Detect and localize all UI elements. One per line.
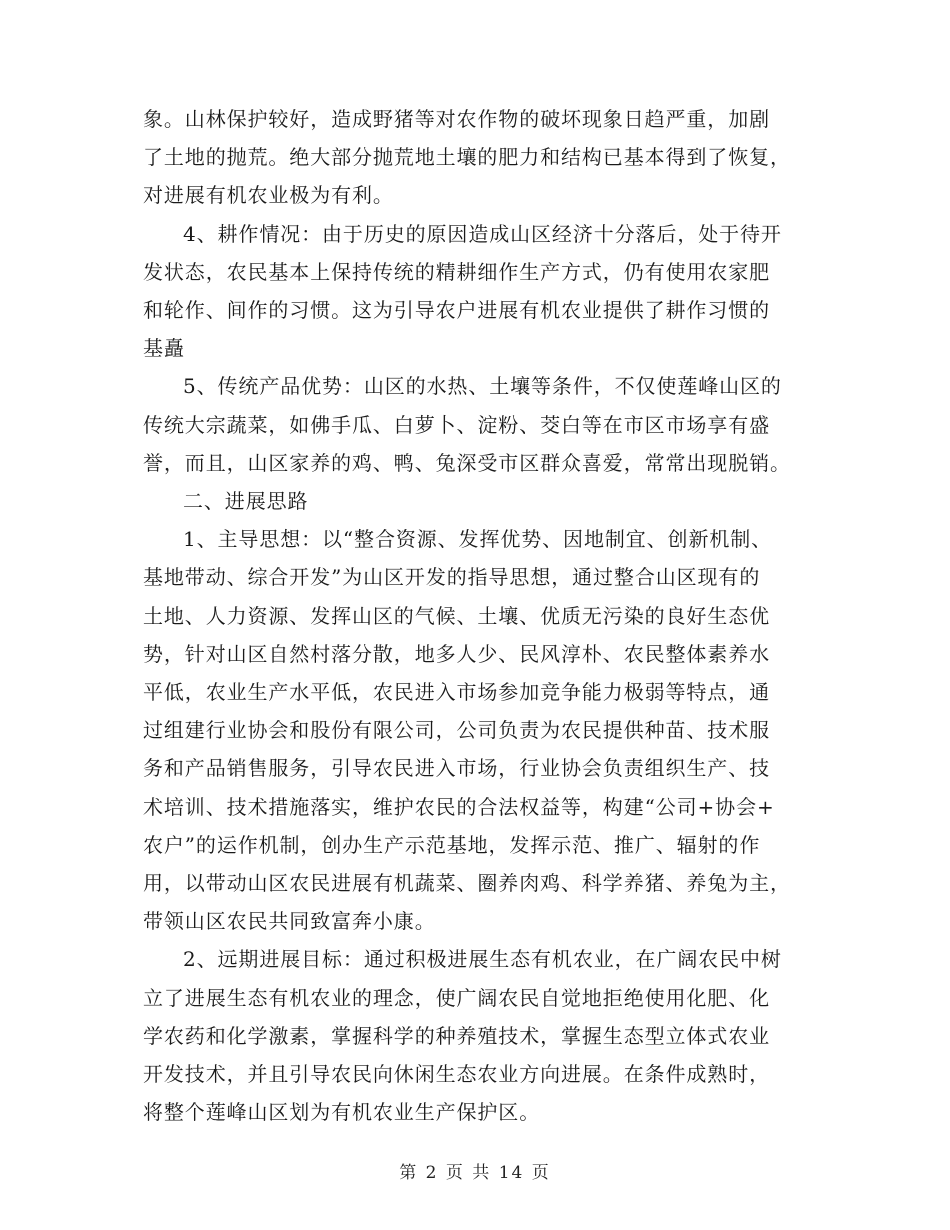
paragraph-farming <box>143 215 813 368</box>
text-line: 基地带动、综合开发”为山区开发的指导思想，通过整合山区现有的 <box>143 565 761 590</box>
paragraph-continued <box>143 100 813 215</box>
text-line: 5、传统产品优势：山区的水热、土壤等条件，不仅使莲峰山区的 <box>183 374 782 399</box>
text-line: 术培训、技术措施落实，维护农民的合法权益等，构建“公司+协会+ <box>143 794 775 819</box>
text-line: 用，以带动山区农民进展有机蔬菜、圈养肉鸡、科学养猪、养兔为主， <box>143 871 791 896</box>
text-line: 和轮作、间作的习惯。这为引导农户进展有机农业提供了耕作习惯的 <box>143 298 770 323</box>
document-page <box>143 100 813 1131</box>
text-line: 立了进展生态有机农业的理念，使广阔农民自觉地拒绝使用化肥、化 <box>143 985 770 1010</box>
paragraph-guiding-idea <box>143 520 813 940</box>
text-line: 基矗 <box>143 336 185 361</box>
text-line: 象。山林保护较好，造成野猪等对农作物的破坏现象日趋严重，加剧 <box>143 107 770 131</box>
page-number-footer: 第 2 页 共 14 页 <box>399 1163 551 1183</box>
text-line: 4、耕作情况：由于历史的原因造成山区经济十分落后，处于待开 <box>183 221 782 246</box>
text-line: 带领山区农民共同致富奔小康。 <box>143 909 436 934</box>
text-line: 1、主导思想：以“整合资源、发挥优势、因地制宜、创新机制、 <box>183 527 773 552</box>
section-heading <box>143 482 813 520</box>
text-line: 2、远期进展目标：通过积极进展生态有机农业，在广阔农民中树 <box>183 947 782 972</box>
text-line: 农户”的运作机制，创办生产示范基地，发挥示范、推广、辐射的作 <box>143 832 761 857</box>
paragraph-products <box>143 367 813 482</box>
paragraph-long-term-goal <box>143 940 813 1131</box>
text-line: 将整个莲峰山区划为有机农业生产保护区。 <box>143 1100 541 1125</box>
text-line: 学农药和化学激素，掌握科学的种养殖技术，掌握生态型立体式农业 <box>143 1023 770 1048</box>
text-line: 对进展有机农业极为有利。 <box>143 183 394 208</box>
text-line: 誉，而且，山区家养的鸡、鸭、兔深受市区群众喜爱，常常出现脱销。 <box>143 450 791 475</box>
text-line: 传统大宗蔬菜，如佛手瓜、白萝卜、淀粉、茭白等在市区市场享有盛 <box>143 412 770 437</box>
text-line: 发状态，农民基本上保持传统的精耕细作生产方式，仍有使用农家肥 <box>143 259 770 284</box>
text-line: 开发技术，并且引导农民向休闲生态农业方向进展。在条件成熟时， <box>143 1062 770 1087</box>
text-line: 土地、人力资源、发挥山区的气候、土壤、优质无污染的良好生态优 <box>143 603 770 628</box>
text-line: 务和产品销售服务，引导农民进入市场，行业协会负责组织生产、技 <box>143 756 770 781</box>
text-line: 了土地的抛荒。绝大部分抛荒地土壤的肥力和结构已基本得到了恢复， <box>143 145 791 170</box>
text-line: 二、进展思路 <box>183 489 309 514</box>
text-line: 势，针对山区自然村落分散，地多人少、民风淳朴、农民整体素养水 <box>143 641 770 666</box>
text-line: 过组建行业协会和股份有限公司，公司负责为农民提供种苗、技术服 <box>143 718 770 743</box>
text-line: 平低，农业生产水平低，农民进入市场参加竞争能力极弱等特点，通 <box>143 680 770 705</box>
